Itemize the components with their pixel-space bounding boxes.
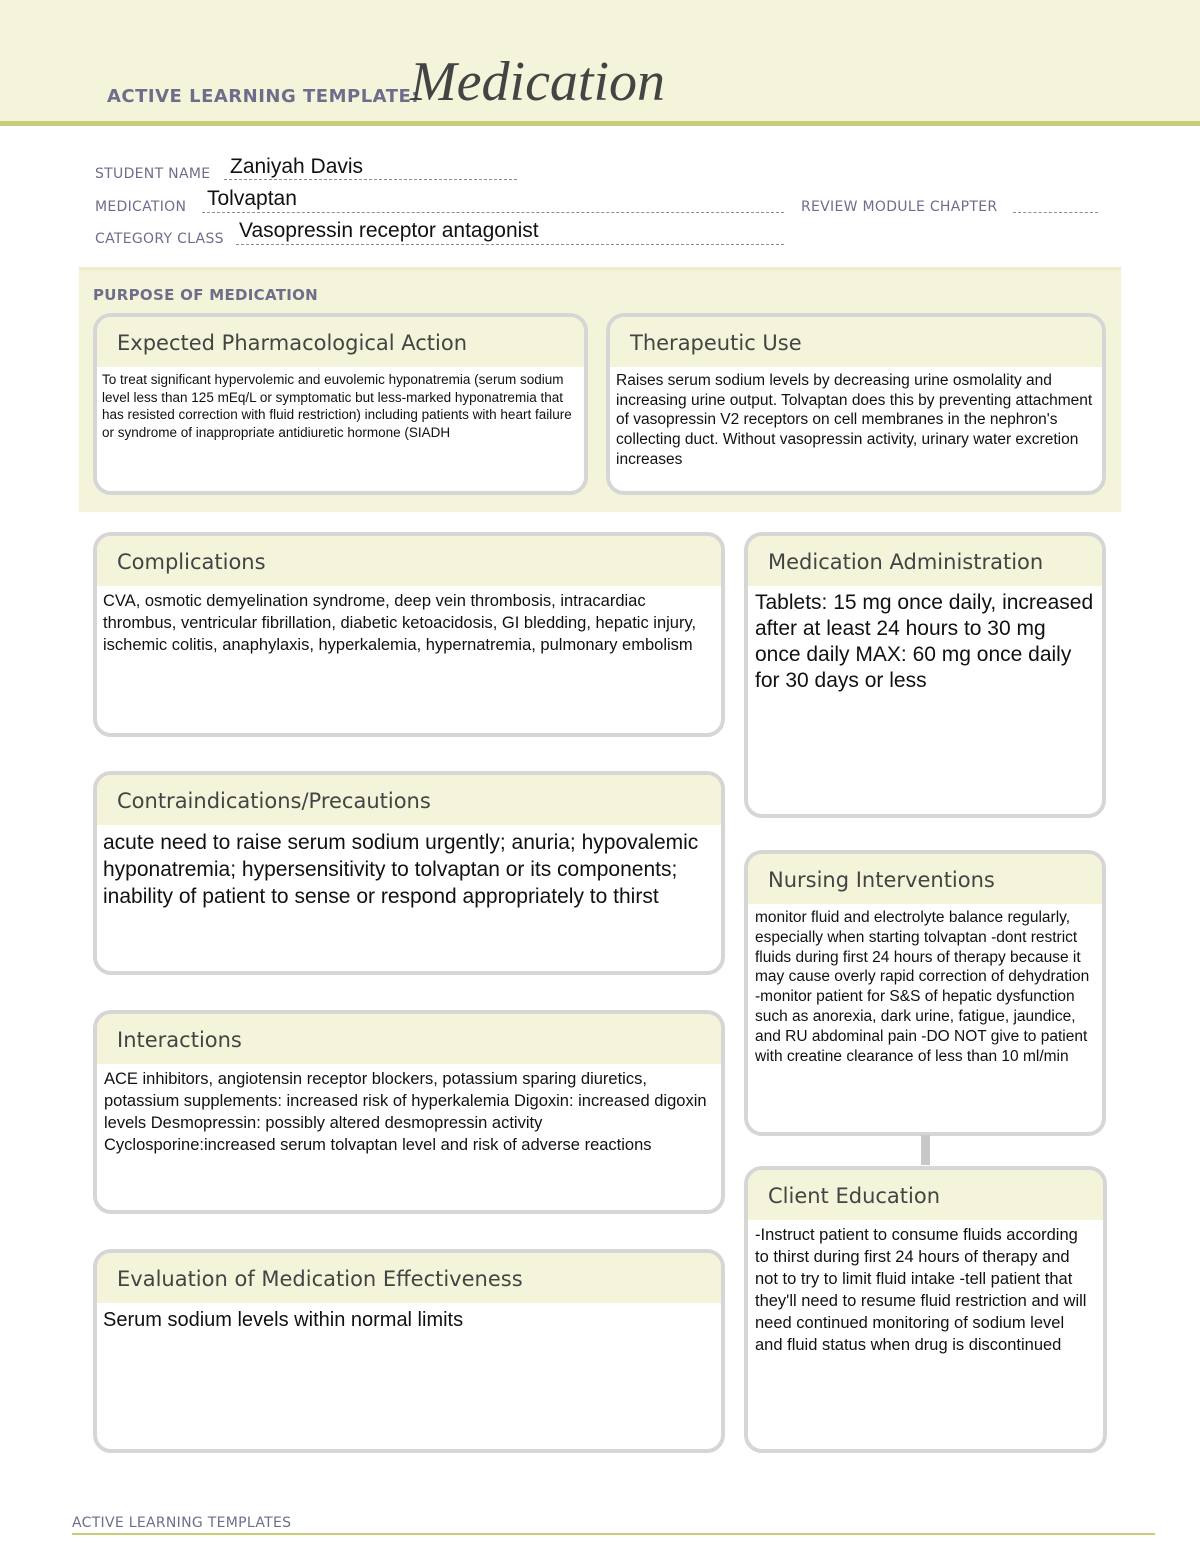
contraindications-text[interactable]: acute need to raise serum sodium urgently; anuria; hypovalemic hyponatremia; hypersensitivity to tolvaptan or its components; inability of patient to sense or respond appropriately to thirst <box>103 831 699 908</box>
therapeutic-use-text[interactable]: Raises serum sodium levels by decreasing urine osmolality and increasing urine output. Tolvaptan does this by preventing attachment of vasopressin V2 receptors on cell membranes in the nephron's collecting duct. Without vasopressin activity, urinary water excretion increases <box>616 372 1093 468</box>
evaluation-text[interactable]: Serum sodium levels within normal limits <box>103 1309 464 1331</box>
interactions-text[interactable]: ACE inhibitors, angiotensin receptor blockers, potassium sparing diuretics, potassium supplements: increased risk of hyperkalemia Digoxin: increased digoxin levels Desmopressin: possibly altered desmopressin activity Cyclosporine:increased serum tolvaptan level and risk of adverse reactions <box>104 1070 707 1154</box>
nursing-text[interactable]: monitor fluid and electrolyte balance regularly, especially when starting tolvaptan -dont restrict fluids during first 24 hours of therapy because it may cause overly rapid correction of dehydration -monitor patient for S&S of hepatic dysfunction such as anorexia, dark urine, fatigue, jaundice, and RU abdominal pain -DO NOT give to patient with creatine clearance of less than 10 ml/min <box>755 909 1090 1065</box>
interactions-card <box>93 1010 725 1214</box>
client-education-card <box>744 1166 1107 1453</box>
contraindications-heading: Contraindications/Precautions <box>97 775 721 825</box>
administration-heading: Medication Administration <box>748 536 1102 586</box>
therapeutic-use-heading: Therapeutic Use <box>610 317 1102 367</box>
category-class-label: CATEGORY CLASS <box>95 231 224 247</box>
contraindications-card <box>93 771 725 975</box>
complications-card <box>93 532 725 737</box>
page-title: Medication <box>410 51 666 113</box>
footer-label: ACTIVE LEARNING TEMPLATES <box>72 1515 292 1531</box>
student-name-label: STUDENT NAME <box>95 166 211 182</box>
header-divider <box>0 121 1200 126</box>
medication-line <box>202 212 784 213</box>
complications-heading: Complications <box>97 536 721 586</box>
nursing-heading: Nursing Interventions <box>748 854 1102 904</box>
client-education-text[interactable]: -Instruct patient to consume fluids according to thirst during first 24 hours of therapy and not to try to limit fluid intake -tell patient that they'll need to resume fluid restriction and will need continued monitoring of sodium level and fluid status when drug is discontinued <box>755 1226 1087 1354</box>
student-name-field[interactable]: Zaniyah Davis <box>230 155 364 178</box>
complications-text[interactable]: CVA, osmotic demyelination syndrome, deep vein thrombosis, intracardiac thrombus, ventricular fibrillation, diabetic ketoacidosis, GI bledding, hepatic injury, ischemic colitis, anaphylaxis, hyperkalemia, hypernatremia, pulmonary embolism <box>103 592 697 654</box>
category-class-line <box>236 244 784 245</box>
student-name-line <box>224 179 517 180</box>
expected-action-text[interactable]: To treat significant hypervolemic and euvolemic hyponatremia (serum sodium level less than 125 mEq/L or symptomatic but less-marked hyponatremia that has resisted correction with fluid restriction) including patients with heart failure or syndrome of inappropriate antidiuretic hormone (SIADH <box>102 372 572 440</box>
nursing-card <box>744 850 1106 1136</box>
therapeutic-use-card <box>606 313 1106 495</box>
evaluation-card <box>93 1249 725 1453</box>
client-education-heading: Client Education <box>748 1170 1103 1220</box>
footer-divider <box>72 1533 1155 1535</box>
category-class-field[interactable]: Vasopressin receptor antagonist <box>239 219 539 242</box>
medication-label: MEDICATION <box>95 199 187 215</box>
evaluation-heading: Evaluation of Medication Effectiveness <box>97 1253 721 1303</box>
review-module-label: REVIEW MODULE CHAPTER <box>801 199 998 215</box>
expected-action-card <box>93 313 588 495</box>
interactions-heading: Interactions <box>97 1014 721 1064</box>
review-module-line <box>1013 212 1098 213</box>
connector-line <box>921 1135 930 1165</box>
purpose-title: PURPOSE OF MEDICATION <box>93 286 319 304</box>
medication-field[interactable]: Tolvaptan <box>207 187 297 210</box>
template-label: ACTIVE LEARNING TEMPLATE: <box>107 86 419 107</box>
expected-action-heading: Expected Pharmacological Action <box>97 317 584 367</box>
administration-text[interactable]: Tablets: 15 mg once daily, increased after at least 24 hours to 30 mg once daily MAX: 60 mg once daily for 30 days or less <box>755 591 1094 692</box>
administration-card <box>744 532 1106 818</box>
